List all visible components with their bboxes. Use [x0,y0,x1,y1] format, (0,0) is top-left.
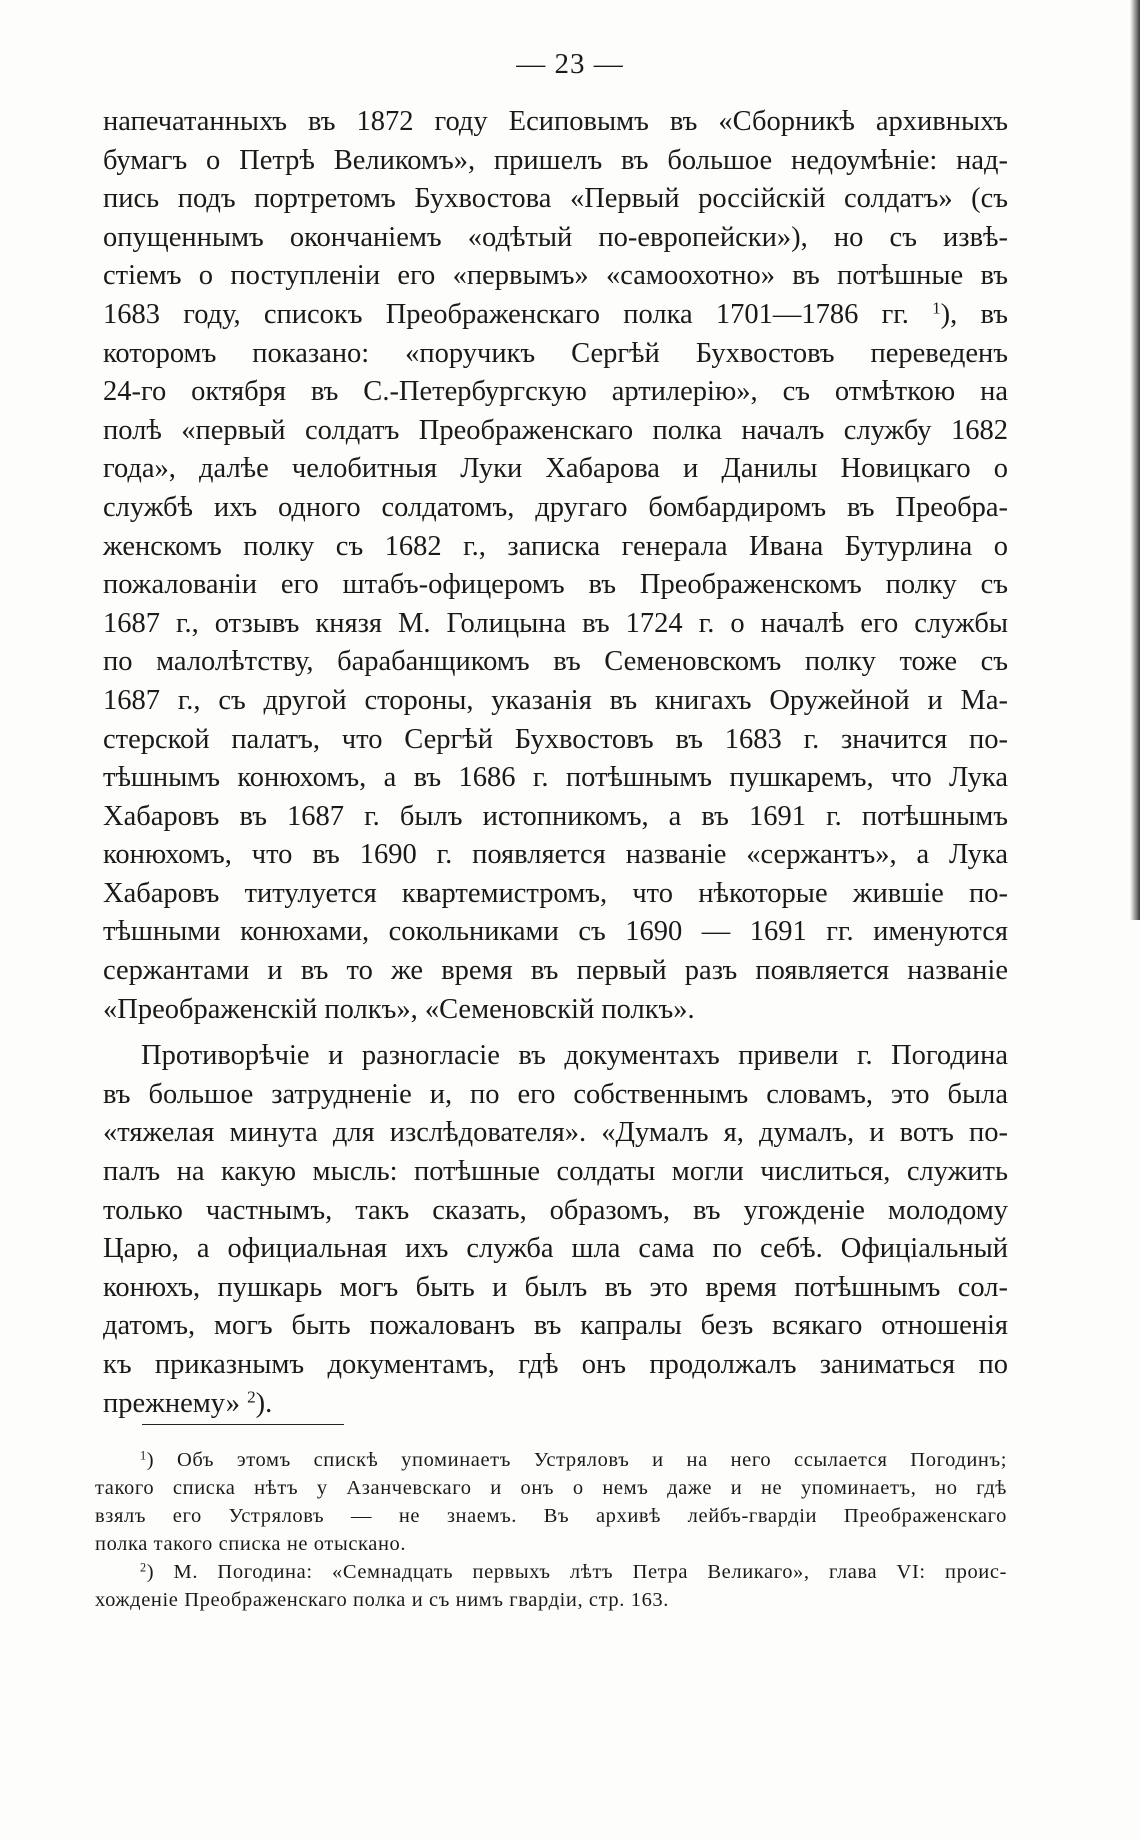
text-line: 24-го октября въ С.-Петербургскую артилерію», съ отмѣткою на [103,376,1008,408]
text-line: по малолѣтству, барабанщикомъ въ Семеновскомъ полку тоже съ [103,646,1008,678]
footnote-marker-1: 1 [140,1448,147,1463]
text-line: 1687 г., отзывъ князя М. Голицына въ 1724 г. о началѣ его службы [103,607,1008,639]
footnotes [95,1446,1007,1614]
text-line: опущеннымъ окончаніемъ «одѣтый по-европейски»), но съ извѣ- [103,221,1008,253]
text-line: только частнымъ, такъ сказать, образомъ, въ угожденіе молодому [103,1194,1008,1226]
footnote-line: такого списка нѣтъ у Азанчевскаго и онъ о немъ даже и не упоминаетъ, но гдѣ [95,1477,1007,1499]
footnote-1 [95,1446,1007,1558]
text-line: 1687 г., съ другой стороны, указанія въ книгахъ Оружейной и Ма- [103,684,1008,716]
text-line: конюхомъ, что въ 1690 г. появляется названіе «сержантъ», а Лука [103,839,1008,871]
footnote-text: ) М. Погодина: «Семнадцать первыхъ лѣтъ Петра Великаго», глава VI: проис- [146,1561,1007,1583]
text-line: бумагъ о Петрѣ Великомъ», пришелъ въ большое недоумѣніе: над- [103,144,1008,176]
text-line-part: 1683 году, списокъ Преображенскаго полка 1701—1786 гг. [103,298,909,330]
text-line: Хабаровъ титулуется квартемистромъ, что нѣкоторые жившіе по- [103,877,1008,909]
footnote-line [95,1558,1007,1586]
footnote-line: полка такого списка не отыскано. [95,1533,407,1555]
text-line: конюхъ, пушкарь могъ быть и былъ въ это время потѣшнымъ сол- [103,1271,1008,1303]
footnote-line: взялъ его Устряловъ — не знаемъ. Въ архивѣ лейбъ-гвардіи Преображенскаго [95,1505,1007,1527]
text-line: пись подъ портретомъ Бухвостова «Первый россійскій солдатъ» (съ [103,183,1008,215]
text-line: стіемъ о поступленіи его «первымъ» «самоохотно» въ потѣшные въ [103,260,1008,292]
text-line [103,296,1008,335]
text-line-tail: ), въ [940,298,1008,330]
text-line: полѣ «первый солдатъ Преображенскаго полка началъ службу 1682 [103,414,1008,446]
footnote-ref-1[interactable]: 1 [932,298,941,318]
text-line: напечатанныхъ въ 1872 году Есиповымъ въ «Сборникѣ архивныхъ [103,106,1008,137]
text-line: «Преображенскій полкъ», «Семеновскій полкъ». [103,993,695,1025]
text-line: къ приказнымъ документамъ, гдѣ онъ продолжалъ заниматься по [103,1349,1008,1380]
text-line: въ большое затрудненіе и, по его собственнымъ словамъ, это была [103,1078,1008,1110]
footnote-line [95,1446,1007,1474]
text-line: тѣшнымъ конюхомъ, а въ 1686 г. потѣшнымъ пушкаремъ, что Лука [103,762,1008,794]
footnote-line: хожденіе Преображенскаго полка и съ нимъ гвардіи, стр. 163. [95,1589,669,1611]
text-line: датомъ, могъ быть пожалованъ въ капралы безъ всякаго отношенія [103,1310,1008,1342]
footnote-text: ) Объ этомъ спискѣ упоминаетъ Устряловъ и на него ссылается Погодинъ; [146,1449,1007,1471]
text-line-tail: ). [255,1387,273,1419]
footnote-marker-2: 2 [140,1560,147,1575]
text-line: стерской палатъ, что Сергѣй Бухвостовъ въ 1683 г. значится по- [103,723,1008,755]
paragraph-1 [103,103,1008,1029]
text-line: тѣшными конюхами, сокольниками съ 1690 — 1691 гг. именуются [103,916,1008,948]
text-line: службѣ ихъ одного солдатомъ, другаго бомбардиромъ въ Преобра- [103,491,1008,523]
text-line: Царю, а официальная ихъ служба шла сама по себѣ. Офиціальный [103,1233,1008,1265]
text-line: женскомъ полку съ 1682 г., записка генерала Ивана Бутурлина о [103,530,1008,562]
text-line-part: прежнему» [103,1387,240,1419]
text-line: Противорѣчіе и разногласіе въ документахъ привели г. Погодина [141,1040,1008,1072]
text-line: которомъ показано: «поручикъ Сергѣй Бухвостовъ переведенъ [103,337,1008,369]
paragraph-2 [103,1037,1008,1423]
text-line: Хабаровъ въ 1687 г. былъ истопникомъ, а въ 1691 г. потѣшнымъ [103,800,1008,832]
page-number: — 23 — [516,48,624,80]
footnote-divider [142,1424,344,1425]
text-line: «тяжелая минута для изслѣдователя». «Думалъ я, думалъ, и вотъ по- [103,1117,1008,1149]
text-line: сержантами и въ то же время въ первый разъ появляется названіе [103,955,1008,987]
text-line: года», далѣе челобитныя Луки Хабарова и Данилы Новицкаго о [103,453,1008,485]
text-line: палъ на какую мысль: потѣшные солдаты могли числиться, служить [103,1156,1008,1188]
text-line [103,1385,1008,1424]
footnote-ref-2[interactable]: 2 [247,1387,256,1407]
main-text [103,103,1008,1423]
text-line: пожалованіи его штабъ-офицеромъ въ Преображенскомъ полку съ [103,569,1008,601]
footnote-2 [95,1558,1007,1614]
page-edge-shadow [1130,0,1140,920]
